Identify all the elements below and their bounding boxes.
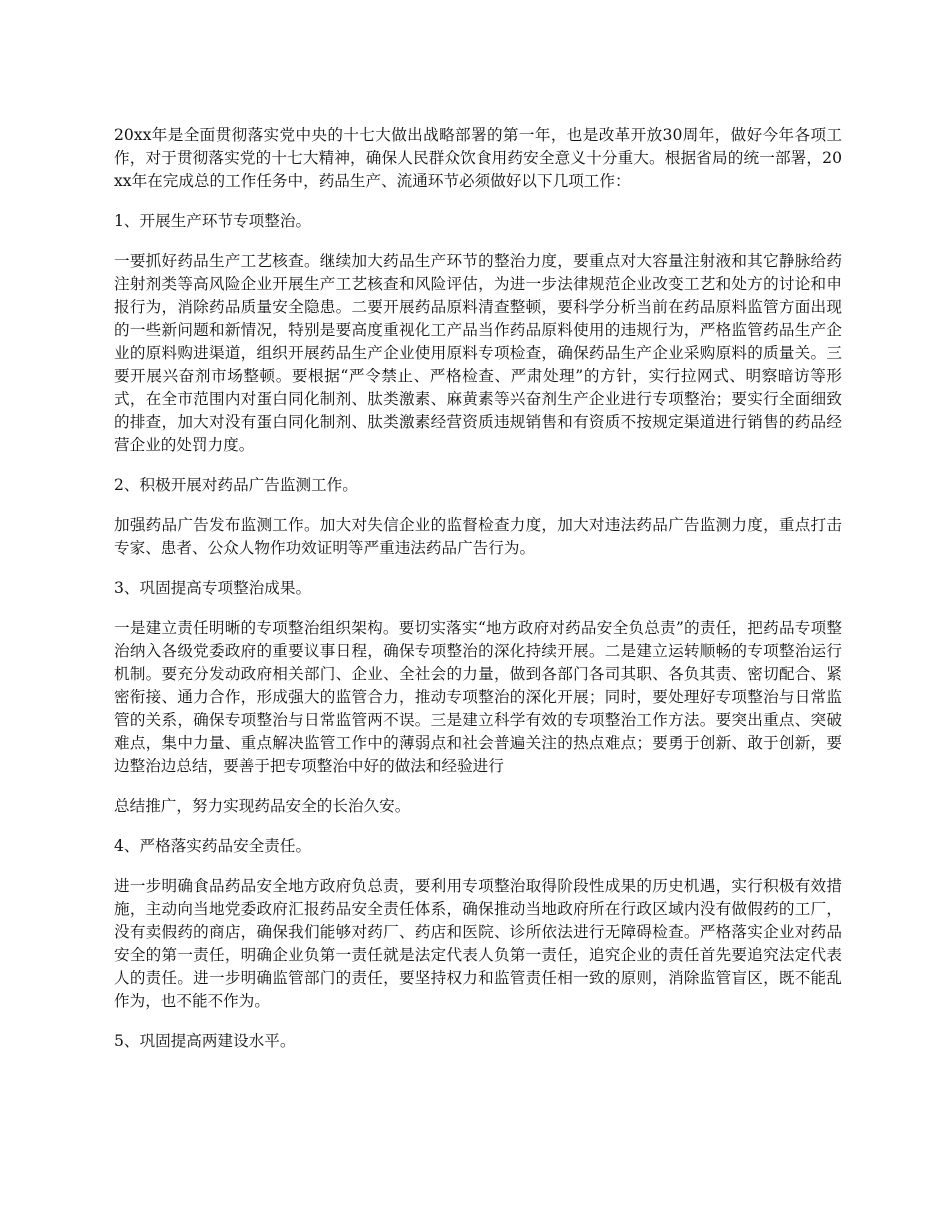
section-1-paragraph: 一要抓好药品生产工艺核查。继续加大药品生产环节的整治力度，要重点对大容量注射液和其它静脉给药注射剂类等高风险企业开展生产工艺核查和风险评估，为进一步法律规范企业改变工艺和处方的讨论和申报行为，消除药品质量安全隐患。二要开展药品原料清查整顿，要科学分析当前在药品原料监管方面出现的一些新问题和新情况，特别是要高度重视化工产品当作药品原料使用的违规行为，严格监管药品生产企业的原料购进渠道，组织开展药品生产企业使用原料专项检查，确保药品生产企业采购原料的质量关。三要开展兴奋剂市场整顿。要根据“严令禁止、严格检查、严肃处理”的方针，实行拉网式、明察暗访等形式，在全市范围内对蛋白同化制剂、肽类激素、麻黄素等兴奋剂生产企业进行专项整治；要实行全面细致的排查，加大对没有蛋白同化制剂、肽类激素经营资质违规销售和有资质不按规定渠道进行销售的药品经营企业的处罚力度。 [114, 252, 842, 454]
section-3-paragraph-continued: 总结推广，努力实现药品安全的长治久安。 [114, 797, 411, 815]
section-3-paragraph: 一是建立责任明晰的专项整治组织架构。要切实落实“地方政府对药品安全负总责”的责任，把药品专项整治纳入各级党委政府的重要议事日程，确保专项整治的深化持续开展。二是建立运转顺畅的专项整治运行机制。要充分发动政府相关部门、企业、全社会的力量，做到各部门各司其职、各负其责、密切配合、紧密衔接、通力合作，形成强大的监管合力，推动专项整治的深化开展；同时，要处理好专项整治与日常监管的关系，确保专项整治与日常监管两不误。三是建立科学有效的专项整治工作方法。要突出重点、突破难点，集中力量、重点解决监管工作中的薄弱点和社会普遍关注的热点难点；要勇于创新、敢于创新，要边整治边总结，要善于把专项整治中好的做法和经验进行 [114, 619, 842, 775]
section-4-paragraph: 进一步明确食品药品安全地方政府负总责，要利用专项整治取得阶段性成果的历史机遇，实行积极有效措施，主动向当地党委政府汇报药品安全责任体系，确保推动当地政府所在行政区域内没有做假药的工厂，没有卖假药的商店，确保我们能够对药厂、药店和医院、诊所依法进行无障碍检查。严格落实企业对药品安全的第一责任，明确企业负第一责任就是法定代表人负第一责任，追究企业的责任首先要追究法定代表人的责任。进一步明确监管部门的责任，要坚持权力和监管责任相一致的原则，消除监管盲区，既不能乱作为，也不能不作为。 [114, 877, 842, 1010]
section-2-paragraph: 加强药品广告发布监测工作。加大对失信企业的监督检查力度，加大对违法药品广告监测力度，重点打击专家、患者、公众人物作功效证明等严重违法药品广告行为。 [114, 516, 842, 557]
section-5-heading: 5、巩固提高两建设水平。 [114, 1032, 296, 1050]
document-page [114, 124, 842, 1070]
section-4-heading: 4、严格落实药品安全责任。 [114, 837, 312, 855]
intro-paragraph: 20xx年是全面贯彻落实党中央的十七大做出战略部署的第一年，也是改革开放30周年，做好今年各项工作，对于贯彻落实党的十七大精神，确保人民群众饮食用药安全意义十分重大。根据省局的统一部署，20xx年在完成总的工作任务中，药品生产、流通环节必须做好以下几项工作： [114, 126, 842, 190]
section-2-heading: 2、积极开展对药品广告监测工作。 [114, 476, 358, 494]
section-3-heading: 3、巩固提高专项整治成果。 [114, 579, 312, 597]
section-1-heading: 1、开展生产环节专项整治。 [114, 212, 312, 230]
